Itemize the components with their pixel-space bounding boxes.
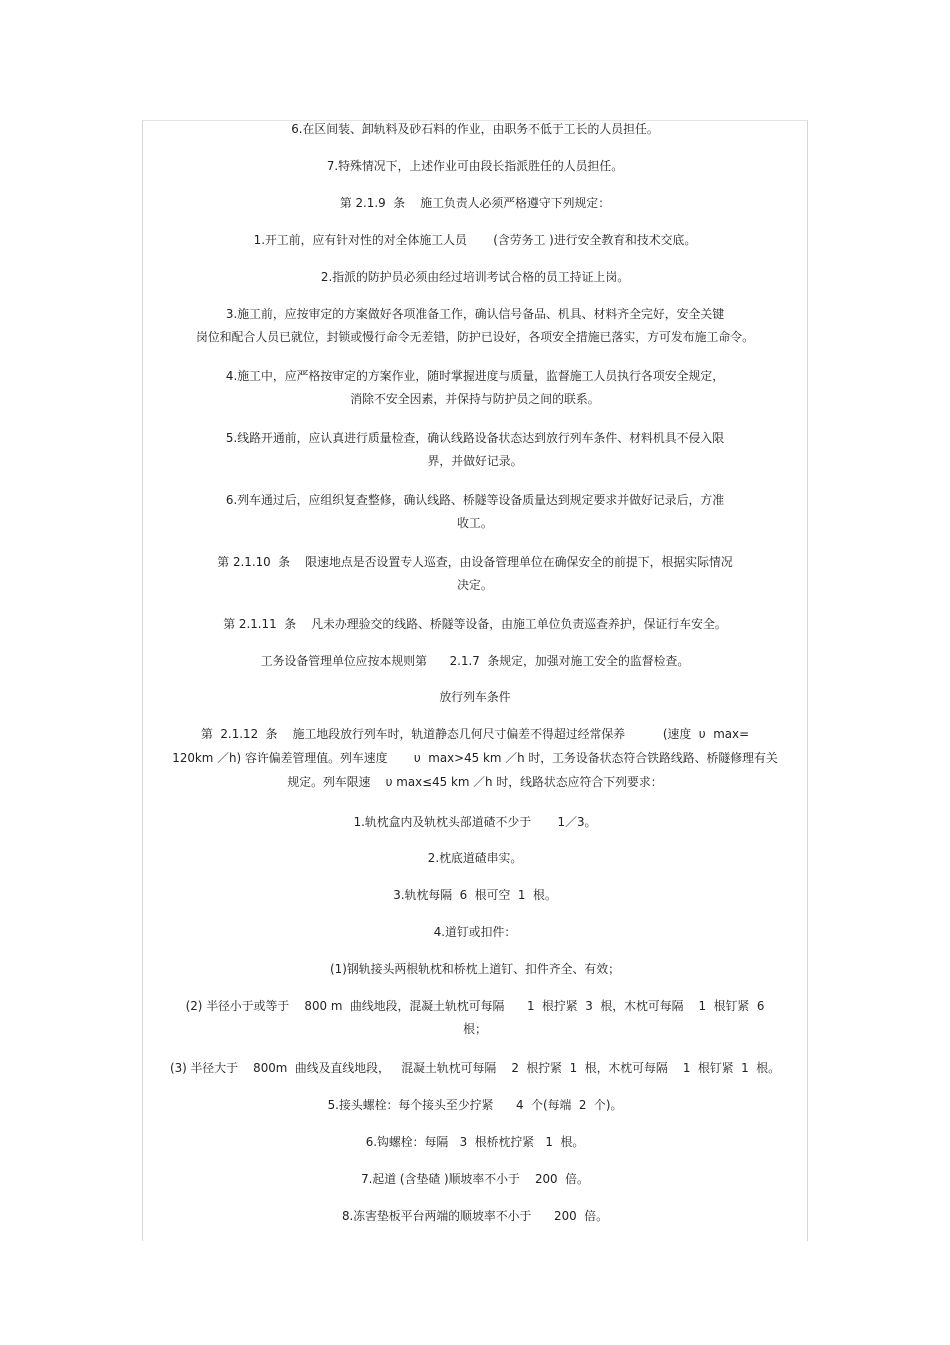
text-line: 5.线路开通前，应认真进行质量检查，确认线路设备状态达到放行列车条件、材料机具不侵入限 <box>225 431 725 445</box>
text-line: 6.列车通过后，应组织复查整修，确认线路、桥隧等设备质量达到规定要求并做好记录后，方准 <box>225 493 725 507</box>
text-line: (2) 半径小于或等于 800 m 曲线地段，混凝土轨枕可每隔 1 根拧紧 3 根，木枕可每隔 1 根钉紧 6 <box>185 999 765 1013</box>
text-line: 岗位和配合人员已就位，封锁或慢行命令无差错，防护已设好，各项安全措施已落实，方可发布施工命令。 <box>195 330 755 344</box>
text-line: 6.钩螺栓：每隔 3 根桥枕拧紧 1 根。 <box>365 1135 585 1149</box>
text-line: (1)钢轨接头两根轨枕和桥枕上道钉、扣件齐全、有效； <box>330 962 620 976</box>
text-line: 界，并做好记录。 <box>427 454 523 468</box>
text-line: 4.道钉或扣件： <box>433 925 517 939</box>
text-line: 6.在区间装、卸轨料及砂石料的作业，由职务不低于工长的人员担任。 <box>291 122 659 136</box>
text-line: (3) 半径大于 800m 曲线及直线地段， 混凝土轨枕可每隔 2 根拧紧 1 根，木枕可每隔 1 根钉紧 1 根。 <box>169 1061 781 1075</box>
text-line: 1.开工前，应有针对性的对全体施工人员 (含劳务工 )进行安全教育和技术交底。 <box>253 233 697 247</box>
section-heading: 放行列车条件 <box>439 690 511 704</box>
text-line: 规定。列车限速 υ max≤45 km ／h 时，线路状态应符合下列要求： <box>287 775 663 789</box>
clause-heading: 第 2.1.11 条 凡未办理验交的线路、桥隧等设备，由施工单位负责巡查养护，保证行车安全。 <box>223 617 727 631</box>
text-line: 消除不安全因素，并保持与防护员之间的联系。 <box>350 392 600 406</box>
clause-heading: 第 2.1.12 条 施工地段放行列车时，轨道静态几何尺寸偏差不得超过经常保养 (速度 υ max= <box>200 727 750 741</box>
text-line: 工务设备管理单位应按本规则第 2.1.7 条规定，加强对施工安全的监督检查。 <box>260 654 690 668</box>
clause-heading: 第 2.1.10 条 限速地点是否设置专人巡查，由设备管理单位在确保安全的前提下，根据实际情况 <box>217 555 733 569</box>
text-line: 1.轨枕盒内及轨枕头部道碴不少于 1／3。 <box>353 815 597 829</box>
text-line: 3.施工前，应按审定的方案做好各项准备工作，确认信号备品、机具、材料齐全完好，安全关键 <box>225 307 725 321</box>
text-line: 7.起道 (含垫碴 )顺坡率不小于 200 倍。 <box>361 1172 589 1186</box>
text-line: 8.冻害垫板平台两端的顺坡率不小于 200 倍。 <box>341 1209 609 1223</box>
text-line: 120km ／h) 容许偏差管理值。列车速度 υ max>45 km ／h 时，工务设备状态符合铁路线路、桥隧修理有关 <box>172 751 778 765</box>
text-line: 4.施工中，应严格按审定的方案作业，随时掌握进度与质量，监督施工人员执行各项安全规定， <box>225 369 725 383</box>
clause-heading: 第 2.1.9 条 施工负责人必须严格遵守下列规定： <box>339 196 611 210</box>
text-line: 2.指派的防护员必须由经过培训考试合格的员工持证上岗。 <box>320 270 630 284</box>
text-line: 3.轨枕每隔 6 根可空 1 根。 <box>393 888 557 902</box>
text-line: 收工。 <box>457 516 493 530</box>
text-line: 决定。 <box>457 578 493 592</box>
text-line: 根； <box>463 1022 487 1036</box>
text-line: 2.枕底道碴串实。 <box>427 851 523 865</box>
text-line: 5.接头螺栓：每个接头至少拧紧 4 个(每端 2 个)。 <box>327 1098 623 1112</box>
text-line: 7.特殊情况下，上述作业可由段长指派胜任的人员担任。 <box>326 159 624 173</box>
